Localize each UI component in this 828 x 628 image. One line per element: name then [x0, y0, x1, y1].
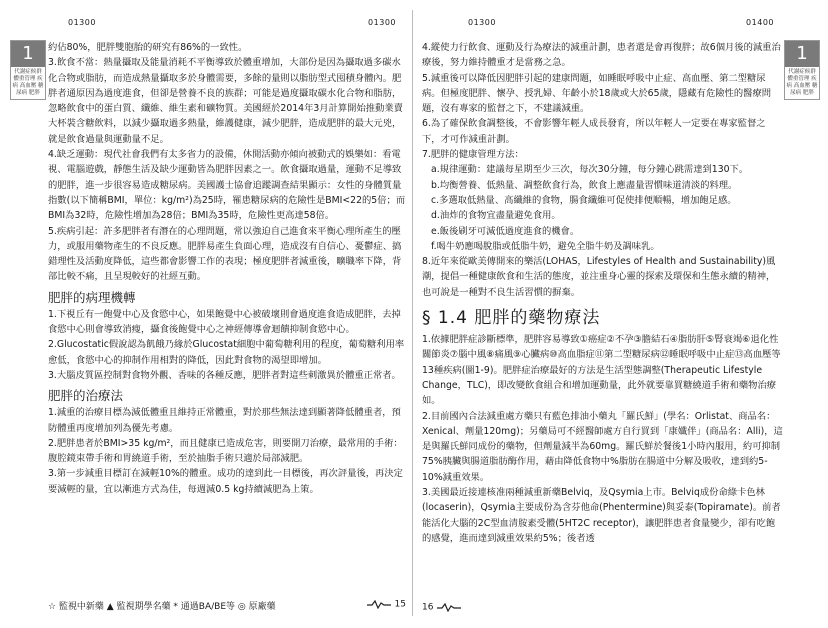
left-page [10, 10, 413, 616]
sub-item: d.油炸的食物宜盡量避免食用。 [431, 210, 561, 222]
paragraph: 3.美國最近接連核准兩種減重新藥Belviq，及Qsymia上市。Belviq成份命綠卡色林(locaserin)，Qsymia主要成份為含芬他命(Phentermine)與妥泰(Topiramate)。前者能活化大腦的2C型血清胺素受體(5HT2C receptor)，讓肥胖患者食量變少，卻有吃飽的感覺，進而達到減重效果約5%；後者透 [422, 487, 781, 544]
wave-icon [366, 599, 392, 609]
paragraph: 約佔80%，肥胖雙胞胎的研究有86%的一致性。 [48, 42, 248, 53]
page-code-left: 01300 [68, 18, 96, 27]
right-page [416, 10, 818, 616]
chapter-tab-text: 代謝症候群 體重管理 疾 病 高血壓 糖尿病 肥胖 [12, 69, 44, 96]
chapter-tab-number: 1 [11, 41, 45, 67]
footer-legend: ☆ 監視中新藥 ▲ 監視期學名藥 * 通過BA/BE等 ◎ 原廠藥 [48, 602, 276, 612]
sub-item: f.喝牛奶應喝脫脂或低脂牛奶，避免全脂牛奶及調味乳。 [431, 240, 660, 252]
left-text-column [48, 40, 406, 497]
wave-icon [436, 602, 462, 612]
paragraph: 3.飲食不當：熱量攝取及能量消耗不平衡導致於體重增加，大部份是因為攝取過多碳水化合物或脂肪，而造成熱量攝取多於身體需要，多餘的量則以脂肪型式囤積身體內。肥胖者通原因為過度進食，但卻是營養不良的族群；可能是過度攝取碳水化合物和脂肪，忽略飲食中的蛋白質、纖維、維生素和礦物質。美國經於2014年3月計算開始推動業賣大杯裝含糖飲料，以減少攝取過多熱量，維護健康，減少肥胖，造成肥胖的最大元兇，就是飲食過量與運動量不足。 [48, 57, 403, 145]
paragraph: 7.肥胖的健康管理方法： [422, 149, 524, 161]
heading-treatment: 肥胖的治療法 [48, 388, 124, 404]
paragraph: 2.Glucostatic假說認為飢餓乃緣於Glucostat細胞中葡萄糖利用的程度，葡萄糖利用率愈低，食慾中心的抑制作用相對的降低，因此對食物的渴望即增加。 [48, 339, 405, 366]
sub-item: b.均衡營養、低熱量、調整飲食行為，飲食上應盡量習慣味道清淡的料理。 [431, 179, 738, 191]
chapter-tab-number: 1 [785, 41, 819, 67]
left-footer [48, 599, 406, 612]
chapter-tab [10, 40, 46, 100]
paragraph: 2.肥胖患者於BMI>35 kg/m²，而且健康已造成危害，則要開刀治療，最常用的手術：腹腔鏡束帶手術和胃繞道手術，至於抽脂手術只適於局部減肥。 [48, 437, 403, 465]
section-title: § 1.4 肥胖的藥物療法 [422, 308, 601, 329]
paragraph: 5.減重後可以降低因肥胖引起的建康問題，如睡眠呼吸中止症、高血壓、第二型糖尿病。但極度肥胖、懷孕、授乳婦、年齡小於18歲或大於65歲，隱藏有危險性的醫療問題，沒有專家的監督之下，不建議減重。 [422, 72, 772, 115]
sub-item: a.規律運動：建議每星期至少三次，每次30分鐘，每分鐘心跳需達到130下。 [431, 164, 749, 176]
paragraph: 6.為了確保飲食調整後，不會影響年輕人成長發育，所以年輕人一定要在專家監督之下，才可作減重計劃。 [422, 118, 766, 145]
page-number: 16 [422, 602, 434, 612]
page-number: 15 [394, 599, 406, 610]
heading-pathology: 肥胖的病理機轉 [48, 289, 136, 305]
paragraph: 3.第一步減重目標訂在減輕10%的體重。成功的達到此一目標後，再次評量後，再決定要減輕的量，宜以漸進方式為佳，每週減0.5 kg持續減肥為上策。 [48, 468, 403, 495]
right-text-column [422, 40, 784, 546]
chapter-tab [784, 40, 820, 100]
paragraph: 4.縱使力行飲食、運動及行為療法的減重計劃，患者還是會再復胖；故6個月後的減重治療後，努力維持體重才是當務之急。 [422, 42, 781, 69]
page-code-left: 01300 [468, 18, 496, 27]
chapter-tab-text: 代謝症候群 體重管理 疾 病 高血壓 糖尿病 肥胖 [786, 69, 818, 96]
paragraph: 2.目前國內合法減重處方藥只有藍色排油小藥丸「羅氏鮮」(學名：Orlistat、商品名：Xenical、劑量120mg)；另藥局可不經醫師處方自行買到「康孅伴」(商品名：Alli)，這是與羅氏鮮同成份的藥物，但劑量減半為60mg。羅氏鮮於餐後1小時內服用，約可抑制75%胰臟與腸道脂肪酶作用，藉由降低食物中%脂肪在腸道中分解及吸收，達到約5-10%減重效果。 [422, 410, 783, 483]
paragraph: 8.近年來從歐美傳開來的樂活(LOHAS，Lifestyles of Health and Sustainability)風潮，提倡一種健康飲食和生活的態度，並注重身心靈的探索及環保和生態永續的精神，也可說是一種對不良生活習慣的摒棄。 [422, 256, 776, 298]
right-footer [422, 602, 784, 613]
paragraph: 1.依據肥胖症診斷標準，肥胖容易導致①癌症②不孕③膽結石④脂肪肝⑤腎衰竭⑥退化性關節炎⑦腦中風⑧痛風⑨心臟病⑩高血脂症⑪第二型糖尿病⑫睡眠呼吸中止症⑬高血壓等13種疾病(圖1-9)。肥胖症治療最好的方法是生活型態調整(Therapeutic Lifestyle Change，TLC)，即改變飲食組合和增加運動量，此外就要靠買糖繞道手術和藥物治療如。 [422, 334, 781, 407]
paragraph: 3.大腦皮質區控制對食物外觀、香味的各種反應，肥胖者對這些刺激異於體重正常者。 [48, 369, 401, 381]
page-code-right: 01400 [746, 18, 774, 27]
paragraph: 1.減重的治療目標為減低體重且維持正常體重，對於那些無法達到顯著降低體重者，預防體重再度增加列為優先考慮。 [48, 407, 401, 434]
paragraph: 1.下視丘有一飽覺中心及食慾中心，如果飽覺中心被破壞則會過度進食造成肥胖，去掉食慾中心則會導致消瘦，攝食後飽覺中心之神經傳導會迴饋抑制食慾中心。 [48, 308, 401, 336]
sub-item: e.飯後刷牙可減低過度進食的機會。 [431, 225, 580, 237]
page-code-right: 01300 [368, 18, 396, 27]
sub-item: c.多選取低熱量、高纖維的食物，腸食纖維可促使排便順暢，增加飽足感。 [431, 194, 737, 206]
paragraph: 4.缺乏運動：現代社會我們有太多省力的設備，休閒活動亦傾向被動式的娛樂如：看電視、電腦遊戲，靜態生活及缺少運動皆為肥胖因素之一。飲食攝取過量，運動不足導致的肥胖，進一步很容易造成糖尿病。美國護士協會追蹤調查結果顯示：女性的身體質量指數(以下簡稱BMI，單位：kg/m²)為25時，罹患糖尿病的危險性是BMI<22的5倍；而BMI為32時，危險性增加為28倍；BMI為35時，危險性更高達58倍。 [48, 149, 406, 222]
paragraph: 5.疾病引起：許多肥胖者有潛在的心理問題，常以強迫自己進食來平衡心理所產生的壓力，或服用藥物產生的不良反應。肥胖易產生負面心理，造成沒有自信心、憂鬱症、搞錯理性及活動度降低，這些都會影響工作的表現；極度肥胖者減重後，曠職率下降，背部比較不痛，且呈現較好的社經互動。 [48, 225, 402, 283]
